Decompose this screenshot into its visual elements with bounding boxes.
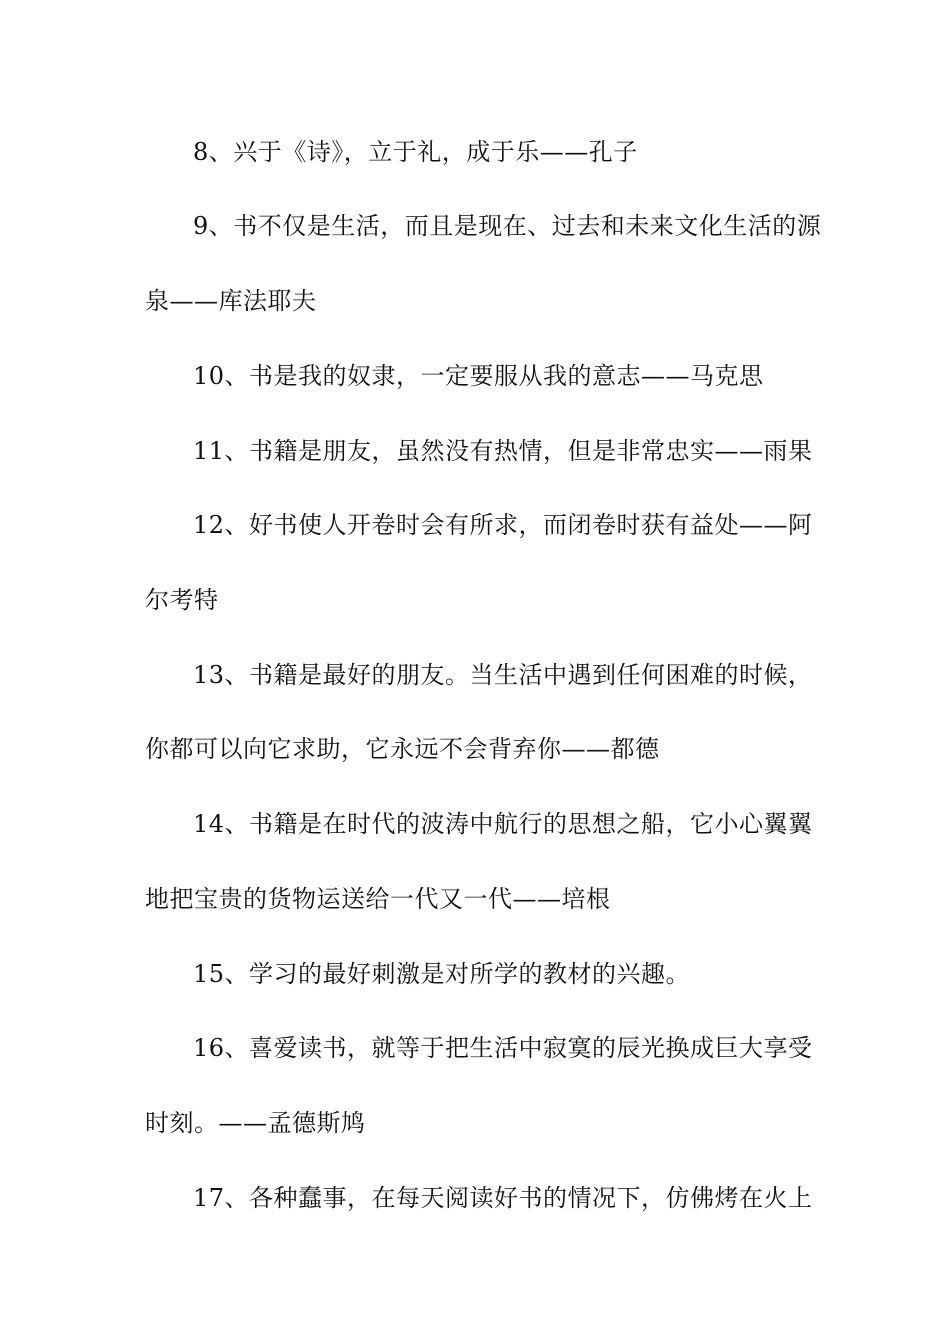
quote-12-line-1: 12、好书使人开卷时会有所求，而闭卷时获有益处——阿 (193, 511, 813, 539)
quote-14-line-1: 14、书籍是在时代的波涛中航行的思想之船，它小心翼翼 (193, 810, 813, 838)
quote-10: 10、书是我的奴隶，一定要服从我的意志——马克思 (193, 362, 764, 390)
quote-13-line-2: 你都可以向它求助，它永远不会背弃你——都德 (145, 735, 660, 763)
quote-16-line-1: 16、喜爱读书，就等于把生活中寂寞的辰光换成巨大享受 (193, 1034, 813, 1062)
quote-14-line-2: 地把宝贵的货物运送给一代又一代——培根 (145, 885, 611, 913)
quote-8: 8、兴于《诗》，立于礼，成于乐——孔子 (193, 138, 638, 166)
quote-17-line-1: 17、各种蠢事，在每天阅读好书的情况下，仿佛烤在火上 (193, 1184, 813, 1212)
quote-15: 15、学习的最好刺激是对所学的教材的兴趣。 (193, 960, 691, 988)
quote-16-line-2: 时刻。——孟德斯鸠 (145, 1109, 366, 1137)
quote-12-line-2: 尔考特 (145, 586, 219, 614)
quote-11: 11、书籍是朋友，虽然没有热情，但是非常忠实——雨果 (193, 437, 813, 465)
quote-9-line-2: 泉——库法耶夫 (145, 287, 317, 315)
quote-13-line-1: 13、书籍是最好的朋友。当生活中遇到任何困难的时候， (193, 661, 813, 689)
quote-9-line-1: 9、书不仅是生活，而且是现在、过去和未来文化生活的源 (193, 212, 822, 240)
